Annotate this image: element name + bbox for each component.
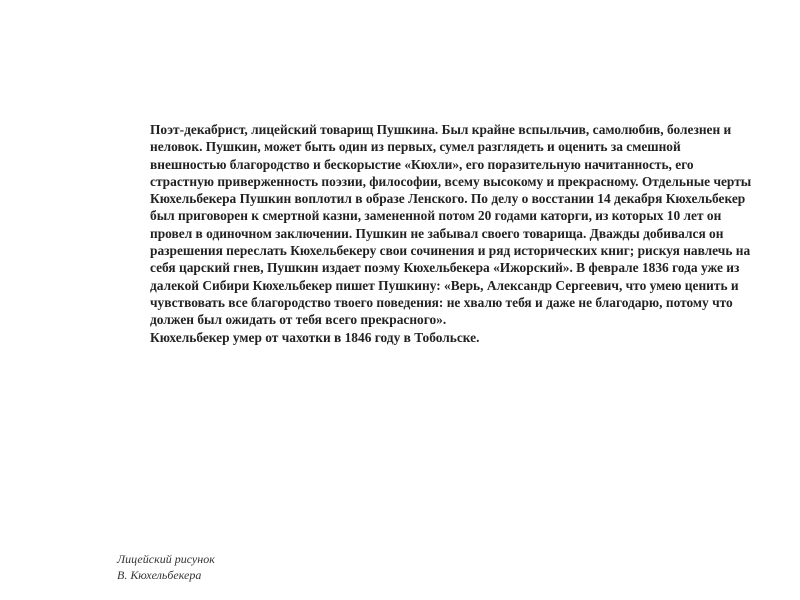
biography-text <box>150 121 760 346</box>
biography-closing: Кюхельбекер умер от чахотки в 1846 году в Тобольске. <box>150 329 480 345</box>
image-caption <box>117 551 215 583</box>
biography-paragraph: Поэт-декабрист, лицейский товарищ Пушкина. Был крайне вспыльчив, самолюбив, болезнен и неловок. Пушкин, может быть один из первых, сумел разглядеть и оценить за смешной внешностью благородство и бескорыстие «Кюхли», его поразительную начитанность, его страстную приверженность поэзии, философии, всему высокому и прекрасному. Отдельные черты Кюхельбекера Пушкин воплотил в образе Ленского. По делу о восстании 14 декабря Кюхельбекер был приговорен к смертной казни, замененной потом 20 годами каторги, из которых 10 лет он провел в одиночном заключении. Пушкин не забывал своего товарища. Дважды добивался он разрешения переслать Кюхельбекеру свои сочинения и ряд исторических книг; рискуя навлечь на себя царский гнев, Пушкин издает поэму Кюхельбекера «Ижорский». В феврале 1836 года уже из далекой Сибири Кюхельбекер пишет Пушкину: «Верь, Александр Сергеевич, что умею ценить и чувствовать все благородство твоего поведения: не хвалю тебя и даже не благодарю, потому что должен был ожидать от тебя всего прекрасного». <box>150 122 752 328</box>
caption-line-2: В. Кюхельбекера <box>117 568 202 582</box>
caption-line-1: Лицейский рисунок <box>117 552 215 566</box>
